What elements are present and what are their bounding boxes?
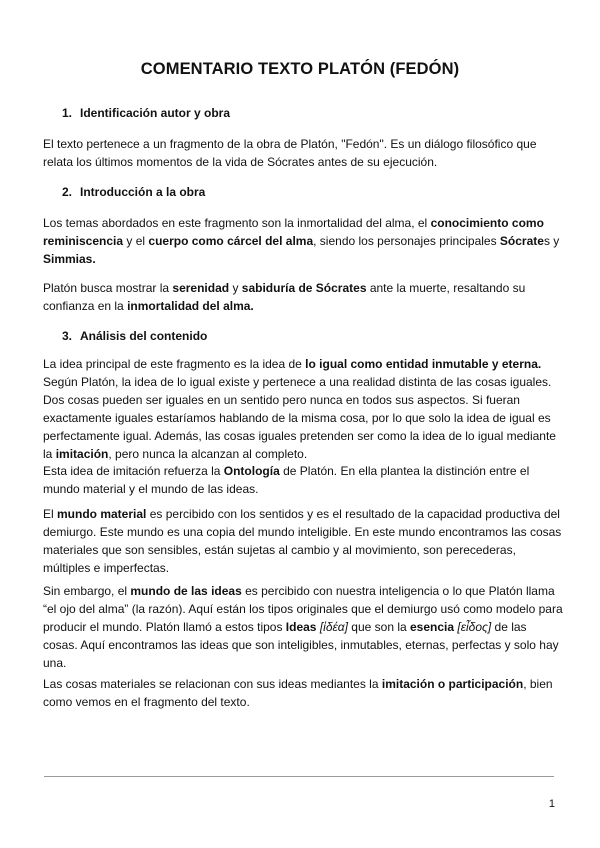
section-heading-3 — [62, 329, 207, 343]
bold-text: Sócrate — [499, 234, 544, 248]
paragraph-3 — [43, 279, 563, 315]
bold-text: imitación o participación — [381, 677, 524, 691]
paragraph-5 — [43, 462, 563, 498]
footer-divider — [44, 776, 554, 777]
bold-text: esencia — [410, 620, 455, 634]
bold-text: Ontología — [223, 464, 280, 478]
text-run: Sin embargo, el — [43, 584, 131, 598]
paragraph-1 — [43, 135, 563, 171]
italic-text: [ἰδέα] — [319, 620, 348, 634]
section-title: Análisis del contenido — [80, 329, 208, 343]
section-number: 2. — [62, 185, 73, 199]
page-number: 1 — [548, 798, 555, 810]
text-run: y el — [123, 234, 149, 248]
text-run: s y — [543, 234, 560, 248]
text-run: , pero nunca la alcanzan al completo. — [108, 447, 308, 461]
text-run: Platón busca mostrar la — [43, 281, 173, 295]
section-title: Identificación autor y obra — [80, 106, 231, 120]
bold-text: serenidad — [172, 281, 230, 295]
section-heading-1 — [62, 106, 230, 120]
document-title: COMENTARIO TEXTO PLATÓN (FEDÓN) — [140, 60, 460, 78]
bold-text: Ideas — [285, 620, 317, 634]
paragraph-2 — [43, 214, 563, 268]
text-run: Según Platón, la idea de lo igual existe y pertenece a una realidad distinta de las cosas iguales. Dos cosas pueden ser iguales en un sentido pero nunca en todos sus aspectos. Si fueran exactamente iguales estaríamos hablando de la misma cosa, por lo que solo la idea de igual es perfectamente igual. Además, las cosas iguales pretenden ser como la idea de lo igual mediante la — [43, 375, 556, 461]
text-run: es percibido con nuestra inteligencia o lo que Platón llama “el ojo del alma” (la razón). Aquí están los tipos originales que el demiurgo usó como modelo para producir el mundo. Platón llamó a estos tipos — [43, 584, 563, 634]
bold-text: lo igual como entidad inmutable y eterna. — [305, 357, 542, 371]
paragraph-7 — [43, 582, 563, 672]
bold-text: mundo material — [57, 507, 147, 521]
bold-text: imitación — [55, 447, 109, 461]
text-run: , siendo los personajes principales — [313, 234, 500, 248]
bold-text: mundo de las ideas — [130, 584, 242, 598]
bold-text: sabiduría de Sócrates — [241, 281, 367, 295]
section-number: 1. — [62, 106, 73, 120]
text-run: El — [43, 507, 58, 521]
text-run: La idea principal de este fragmento es la idea de — [43, 357, 306, 371]
text-run: de Platón. En ella plantea la distinción entre el mundo material y el mundo de las ideas. — [43, 464, 530, 496]
bold-text: conocimiento como reminiscencia — [43, 216, 544, 248]
bold-text: inmortalidad del alma. — [127, 299, 254, 313]
text-run: Los temas abordados en este fragmento son la inmortalidad del alma, el — [43, 216, 431, 230]
section-number: 3. — [62, 329, 73, 343]
paragraph-4 — [43, 355, 563, 463]
text-run: El texto pertenece a un fragmento de la obra de Platón, "Fedón". Es un diálogo filosófico que relata los últimos momentos de la vida de Sócrates antes de su ejecución. — [43, 137, 537, 169]
paragraph-6 — [43, 505, 563, 577]
text-run: ante la muerte, resaltando su confianza en la — [43, 281, 526, 313]
paragraph-8 — [43, 675, 563, 711]
text-run: , bien como vemos en el fragmento del texto. — [43, 677, 553, 709]
text-run: y — [229, 281, 242, 295]
section-heading-2 — [62, 185, 205, 199]
italic-text: [εἶδος] — [457, 620, 492, 634]
text-run: de las cosas. Aquí encontramos las ideas que son inteligibles, inmutables, eternas, perfectas y solo hay una. — [43, 620, 559, 670]
section-title: Introducción a la obra — [80, 185, 206, 199]
bold-text: Simmias. — [43, 252, 96, 266]
text-run: Las cosas materiales se relacionan con sus ideas mediantes la — [43, 677, 382, 691]
bold-text: cuerpo como cárcel del alma — [148, 234, 314, 248]
text-run: que son la — [347, 620, 410, 634]
text-run: es percibido con los sentidos y es el resultado de la capacidad productiva del demiurgo. Este mundo es una copia del mundo inteligible. En este mundo encontramos las cosas materiales que son sensibles, están sujetas al cambio y al movimiento, son perecederas, múltiples e imperfectas. — [43, 507, 562, 575]
text-run: Esta idea de imitación refuerza la — [43, 464, 224, 478]
